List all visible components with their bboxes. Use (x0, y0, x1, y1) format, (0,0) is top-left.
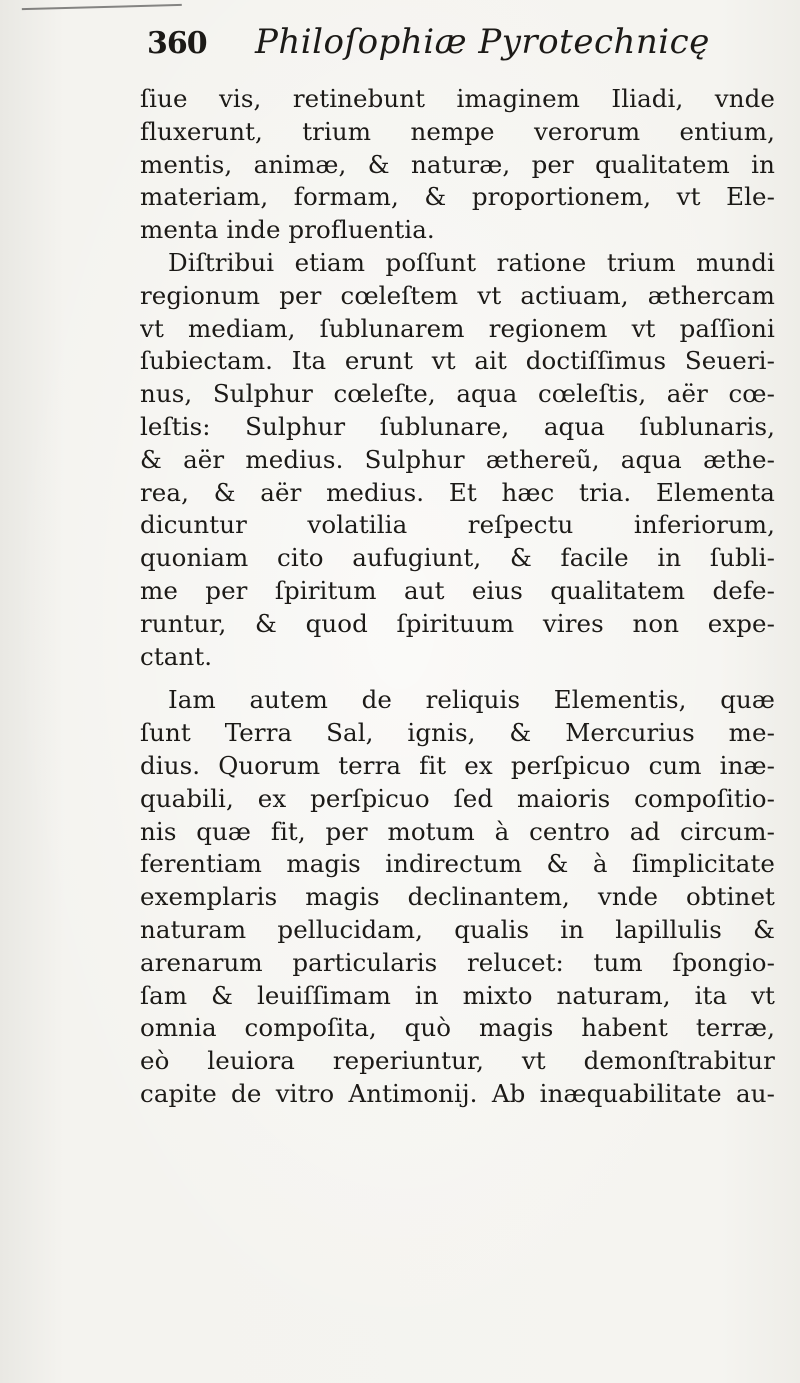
text-line: menta inde profluentia. (140, 215, 435, 245)
page-header (0, 20, 800, 72)
text-line: dius. Quorum terra fit ex perſpicuo cum inæ- (140, 750, 775, 780)
text-line: ſunt Terra Sal, ignis, & Mercurius me- (140, 718, 775, 748)
paragraph-1 (140, 83, 775, 247)
text-line: capite de vitro Antimonij. Ab inæquabilitate au- (140, 1078, 775, 1108)
text-line: ſubiectam. Ita erunt vt ait doctiſſimus Seueri- (140, 346, 775, 376)
text-line: runtur, & quod ſpirituum vires non expe- (140, 608, 775, 638)
text-line: fluxerunt, trium nempe verorum entium, (140, 116, 775, 146)
text-line: nus, Sulphur cœleſte, aqua cœleſtis, aër cœ- (140, 379, 775, 409)
text-line: materiam, formam, & proportionem, vt Ele- (140, 182, 775, 212)
text-line: dicuntur volatilia reſpectu inferiorum, (140, 510, 775, 540)
text-line: & aër medius. Sulphur æthereũ, aqua æthe- (140, 444, 775, 474)
text-line: exemplaris magis declinantem, vnde obtinet (140, 882, 775, 912)
text-line: omnia compoſita, quò magis habent terræ, (140, 1013, 775, 1043)
text-line: mentis, animæ, & naturæ, per qualitatem in (140, 149, 775, 179)
text-line: leſtis: Sulphur ſublunare, aqua ſublunaris, (140, 411, 775, 441)
paragraph-gap (140, 673, 775, 684)
paragraph-2 (140, 247, 775, 673)
text-line: rea, & aër medius. Et hæc tria. Elementa (140, 477, 775, 507)
running-head: Philoſophiæ Pyrotechnicę (255, 22, 710, 62)
text-line: eò leuiora reperiuntur, vt demonſtrabitur (140, 1046, 775, 1076)
text-line: nis quæ fit, per motum à centro ad circum- (140, 816, 775, 846)
body-text (140, 83, 775, 1111)
text-line: quoniam cito aufugiunt, & facile in ſubli- (140, 543, 775, 573)
text-line: regionum per cœleſtem vt actiuam, æthercam (140, 280, 775, 310)
text-line: ferentiam magis indirectum & à ſimplicitate (140, 849, 775, 879)
text-line: arenarum particularis relucet: tum ſpongio- (140, 947, 775, 977)
text-line: vt mediam, ſublunarem regionem vt paſſioni (140, 313, 775, 343)
paragraph-3 (140, 684, 775, 1110)
page-number: 360 (147, 26, 207, 61)
text-line: ctant. (140, 641, 213, 671)
text-line: naturam pellucidam, qualis in lapillulis & (140, 914, 775, 944)
text-line: quabili, ex perſpicuo ſed maioris compoſitio- (140, 783, 775, 813)
text-line: Diſtribui etiam poſſunt ratione trium mundi (168, 247, 775, 277)
text-line: ſiue vis, retinebunt imaginem Iliadi, vnde (140, 84, 775, 113)
text-line: Iam autem de reliquis Elementis, quæ (168, 685, 775, 715)
text-line: ſam & leuiſſimam in mixto naturam, ita vt (140, 980, 775, 1010)
text-line: me per ſpiritum aut eius qualitatem defe- (140, 575, 775, 605)
